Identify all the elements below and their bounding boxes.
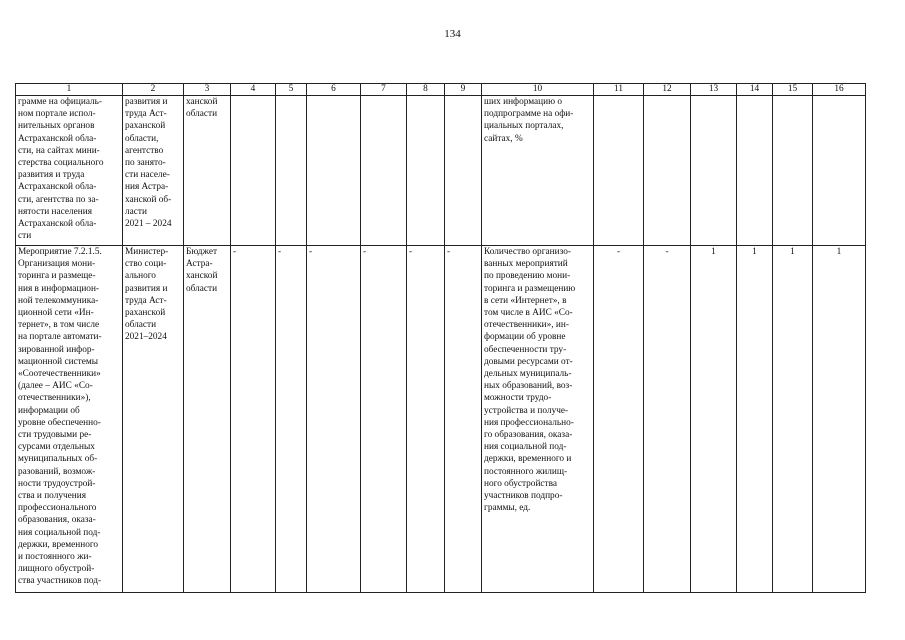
event-description-cell: грамме на официаль- ном портале испол- нительных органов Астраханской обла- сти, на сайтах мини- стерства социального развития и труда Астраханской обла- сти, агентства по за- нятости населения Астраханской обла- сти [16,96,123,246]
value-cell: - [276,246,307,593]
column-header: 8 [407,84,445,96]
table-row [16,96,866,246]
value-cell: 1 [691,246,737,593]
value-cell [445,96,482,246]
value-cell: - [307,246,361,593]
value-cell [644,96,691,246]
column-header: 15 [773,84,813,96]
value-cell: 1 [737,246,773,593]
indicator-cell: ших информацию о подпрограмме на офи- циальных порталах, сайтах, % [482,96,594,246]
value-cell [276,96,307,246]
column-header: 12 [644,84,691,96]
column-header: 5 [276,84,307,96]
column-header: 6 [307,84,361,96]
value-cell [737,96,773,246]
value-cell: 1 [773,246,813,593]
value-cell [813,96,866,246]
executor-cell: развития и труда Аст- раханской области, агентство по занято- сти населе- ния Астра- ханской об- ласти 2021 – 2024 [123,96,184,246]
value-cell: - [594,246,644,593]
event-description-cell: Мероприятие 7.2.1.5. Организация мони- торинга и размеще- ния в информацион- ной телекоммуника- ционной сети «Ин- тернет», в том числе на портале автомати- зированной инфор- мационной системы «Соотечественники» (далее – АИС «Со- отечественники»), информации об уровне обеспеченно- сти трудовыми ре- сурсами отдельных муниципальных об- разований, возмож- ности трудоустрой- ства и получения профессионального образования, оказа- ния социальной под- держки, временного и постоянного жи- лищного обустрой- ства участников под- [16,246,123,593]
indicator-cell: Количество организо- ванных мероприятий по проведению мони- торинга и размещению в сети «Интернет», в том числе в АИС «Со- отечественники», ин- формации об уровне обеспеченности тру- довыми ресурсами от- дельных муниципаль- ных образований, воз- можности трудо- устройства и получе- ния профессионально- го образования, оказа- ния социальной под- держки, временного и постоянного жилищ- ного обустройства участников подпро- граммы, ед. [482,246,594,593]
value-cell [407,96,445,246]
column-header: 13 [691,84,737,96]
value-cell [773,96,813,246]
value-cell: - [644,246,691,593]
value-cell [231,96,276,246]
value-cell [361,96,407,246]
value-cell: - [361,246,407,593]
funding-source-cell: ханской области [184,96,231,246]
column-header: 10 [482,84,594,96]
column-header: 9 [445,84,482,96]
value-cell: 1 [813,246,866,593]
page-number: 134 [444,28,461,40]
column-header: 4 [231,84,276,96]
value-cell [307,96,361,246]
executor-cell: Министер- ство соци- ального развития и труда Аст- раханской области 2021–2024 [123,246,184,593]
value-cell: - [407,246,445,593]
column-header: 3 [184,84,231,96]
value-cell: - [445,246,482,593]
funding-source-cell: Бюджет Астра- ханской области [184,246,231,593]
program-table [15,83,866,593]
value-cell [691,96,737,246]
value-cell [594,96,644,246]
column-header: 11 [594,84,644,96]
column-header: 14 [737,84,773,96]
column-number-row [16,84,866,96]
value-cell: - [231,246,276,593]
table-row [16,246,866,593]
column-header: 2 [123,84,184,96]
column-header: 1 [16,84,123,96]
column-header: 16 [813,84,866,96]
column-header: 7 [361,84,407,96]
